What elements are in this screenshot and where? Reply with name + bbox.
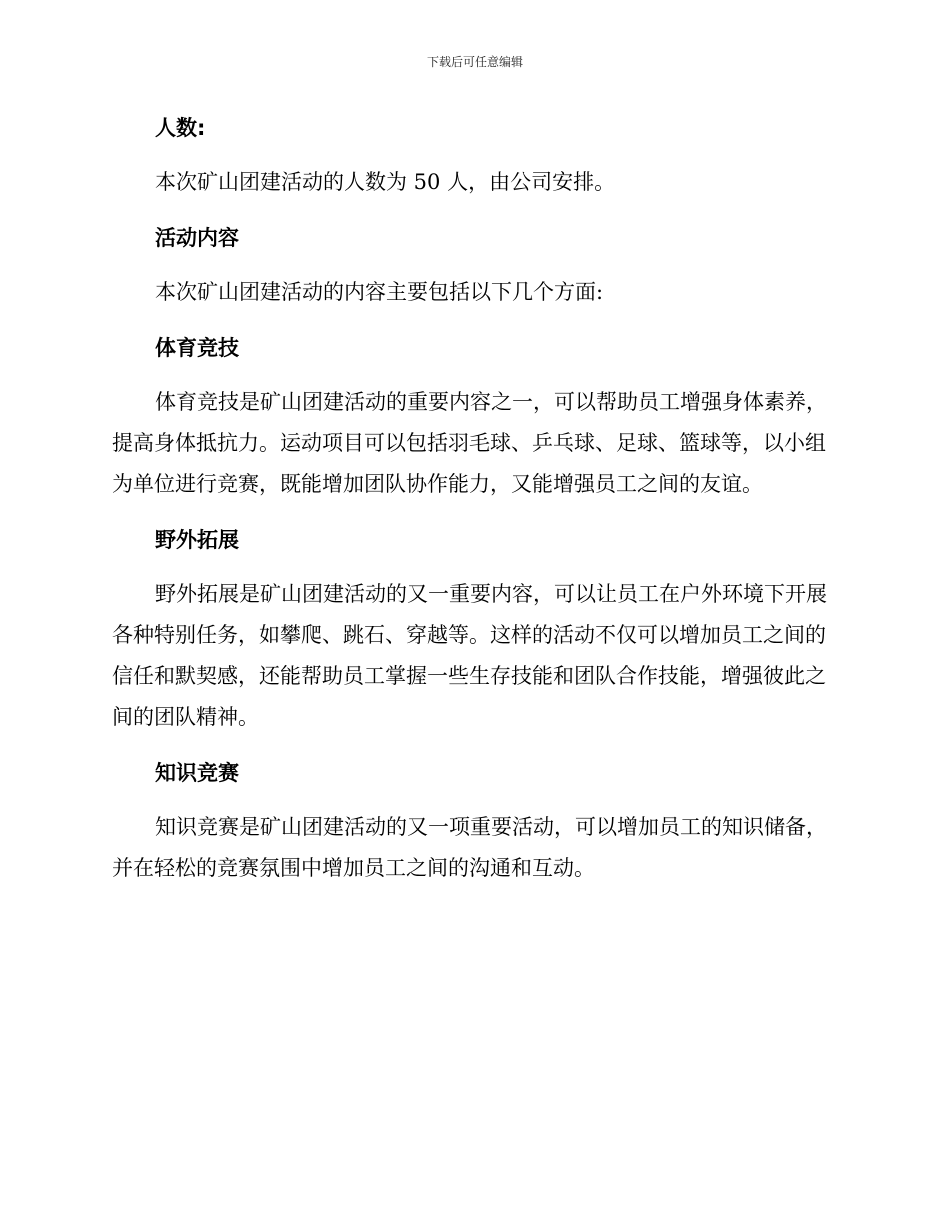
paragraph-headcount: 本次矿山团建活动的人数为 50 人，由公司安排。 xyxy=(155,170,616,194)
paragraph-quiz: 知识竞赛是矿山团建活动的又一项重要活动，可以增加员工的知识储备，并在轻松的竞赛氛围中增加员工之间的沟通和互动。 xyxy=(112,815,827,880)
paragraph-outdoor: 野外拓展是矿山团建活动的又一重要内容，可以让员工在户外环境下开展各种特别任务，如攀爬、跳石、穿越等。这样的活动不仅可以增加员工之间的信任和默契感，还能帮助员工掌握一些生存技能和团队合作技能，增强彼此之间的团队精神。 xyxy=(112,582,827,729)
heading-sports: 体育竞技 xyxy=(155,336,239,360)
paragraph-sports: 体育竞技是矿山团建活动的重要内容之一，可以帮助员工增强身体素养，提高身体抵抗力。运动项目可以包括羽毛球、乒乓球、足球、篮球等，以小组为单位进行竞赛，既能增加团队协作能力，又能增强员工之间的友谊。 xyxy=(112,390,827,496)
paragraph-activity-content: 本次矿山团建活动的内容主要包括以下几个方面: xyxy=(155,280,604,304)
document-body xyxy=(112,108,832,889)
heading-outdoor: 野外拓展 xyxy=(155,528,239,552)
heading-headcount: 人数: xyxy=(155,116,206,140)
page-header: 下载后可任意编辑 xyxy=(426,55,523,69)
heading-activity-content: 活动内容 xyxy=(155,226,239,250)
heading-quiz: 知识竞赛 xyxy=(155,761,239,785)
